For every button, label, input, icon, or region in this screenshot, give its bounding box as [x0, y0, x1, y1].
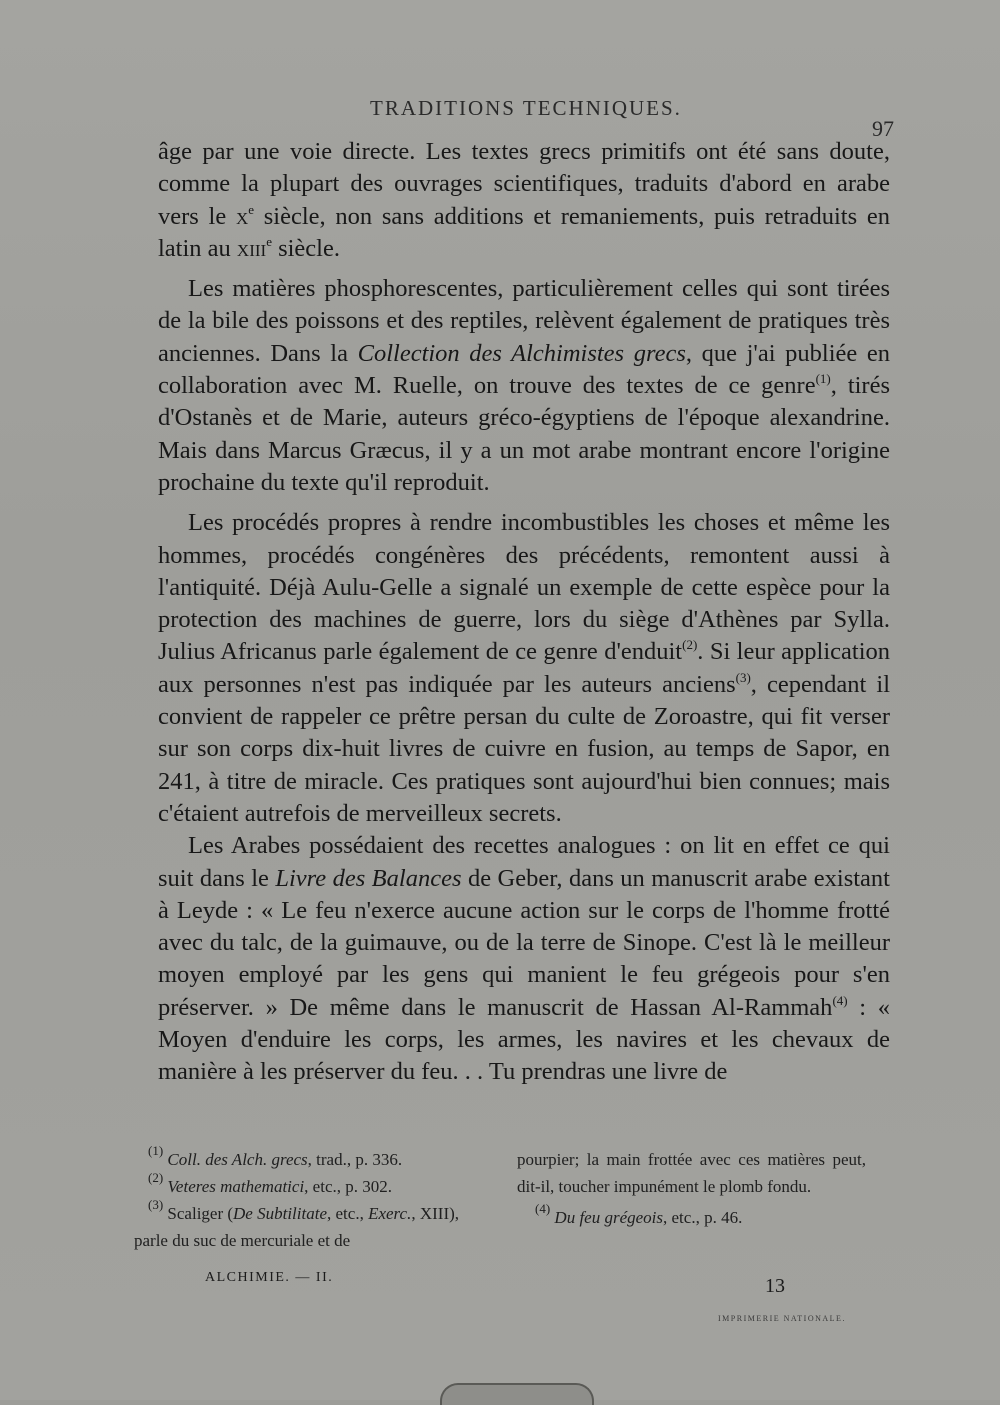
- running-head: TRADITIONS TECHNIQUES.: [370, 96, 682, 120]
- paragraph-1: âge par une voie directe. Les textes grecs primitifs ont été sans doute, comme la plupart des ouvrages scientifiques, traduits d'abord en arabe vers le $x^e$ siècle, non sans additions et remaniements, puis retraduits en latin au xiii$^e$ siècle.: [158, 138, 890, 262]
- footnote-3-continued: pourpier; la main frottée avec ces matières peut, dit-il, toucher impunément le plomb fondu.: [517, 1150, 866, 1196]
- roman-numeral: x: [235, 202, 249, 230]
- footnote-ref-3: (3): [735, 669, 751, 685]
- page-number: 97: [872, 116, 894, 141]
- page-holder: [440, 1383, 594, 1405]
- footnote-3: $^{(3)}$ Scaliger (De Subtilitate, etc., Exerc., XIII), parle du suc de mercuriale et de: [134, 1197, 460, 1250]
- footnote-1: $^{(1)}$ Coll. des Alch. grecs, trad., p. 336.: [148, 1143, 403, 1169]
- footnote-ref-2: (2): [682, 637, 698, 653]
- paragraph-3: Les procédés propres à rendre incombustibles les choses et même les hommes, procédés congénères des précédents, remontent aussi à l'antiquité. Déjà Aulu-Gelle a signalé un exemple de cette espèce pour la protection des machines de guerre, lors du siège d'Athènes par Sylla. Julius Africanus parle également de ce genre d'enduit$^{(2)}$. Si leur application aux personnes n'est pas indiquée par les auteurs anciens$^{(3)}$, cependant il convient de rappeler ce prêtre persan du culte de Zoroastre, qui fit verser sur son corps dix-huit livres de cuivre en fusion, au temps de Sapor, en 241, à titre de miracle. Ces pratiques sont aujourd'hui bien connues; mais c'étaient autrefois de merveilleux secrets.: [158, 509, 891, 827]
- italic-title: Collection des Alchimistes grecs: [357, 339, 686, 367]
- footnote-ref-4: (4): [832, 992, 848, 1008]
- footnotes-right-column: [513, 1146, 866, 1254]
- signature-mark: ALCHIMIE. — II.: [205, 1270, 334, 1285]
- footnote-ref-1: (1): [815, 371, 831, 387]
- paragraph-2: Les matières phosphorescentes, particulièrement celles qui sont tirées de la bile des poissons et des reptiles, relèvent également de pratiques très anciennes. Dans la Collection des Alchimistes grecs, que j'ai publiée en collaboration avec M. Ruelle, on trouve des textes de ce genre$^{(1)}$, tirés d'Ostanès et de Marie, auteurs gréco-égyptiens de l'époque alexandrine. Mais dans Marcus Græcus, il y a un mot arabe montrant encore l'origine prochaine du texte qu'il reproduit.: [158, 275, 891, 496]
- italic-title: Livre des Balances: [275, 864, 462, 892]
- roman-numeral: xiii: [236, 234, 267, 262]
- footnotes-left-column: [134, 1143, 483, 1254]
- printer-imprint: IMPRIMERIE NATIONALE.: [718, 1314, 846, 1323]
- body-text: [158, 136, 890, 1089]
- footnote-4: $^{(4)}$ Du feu grégeois, etc., p. 46.: [535, 1201, 743, 1227]
- footnote-2: $^{(2)}$ Veteres mathematici, etc., p. 302.: [148, 1170, 392, 1196]
- superscript: e: [248, 201, 255, 217]
- superscript: e: [266, 233, 272, 249]
- paragraph-4: Les Arabes possédaient des recettes analogues : on lit en effet ce qui suit dans le Livre des Balances de Geber, dans un manuscrit arabe existant à Leyde : « Le feu n'exerce aucune action sur le corps de l'homme frotté avec du talc, de la guimauve, ou de la terre de Sinope. C'est là le meilleur moyen employé par les gens qui manient le feu grégeois pour s'en préserver. » De même dans le manuscrit de Hassan Al-Rammah$^{(4)}$ : « Moyen d'enduire les corps, les armes, les navires et les chevaux de manière à les préserver du feu. . . Tu prendras une livre de: [158, 832, 890, 1086]
- footnotes: [134, 1143, 866, 1254]
- sheet-number: 13: [765, 1275, 785, 1297]
